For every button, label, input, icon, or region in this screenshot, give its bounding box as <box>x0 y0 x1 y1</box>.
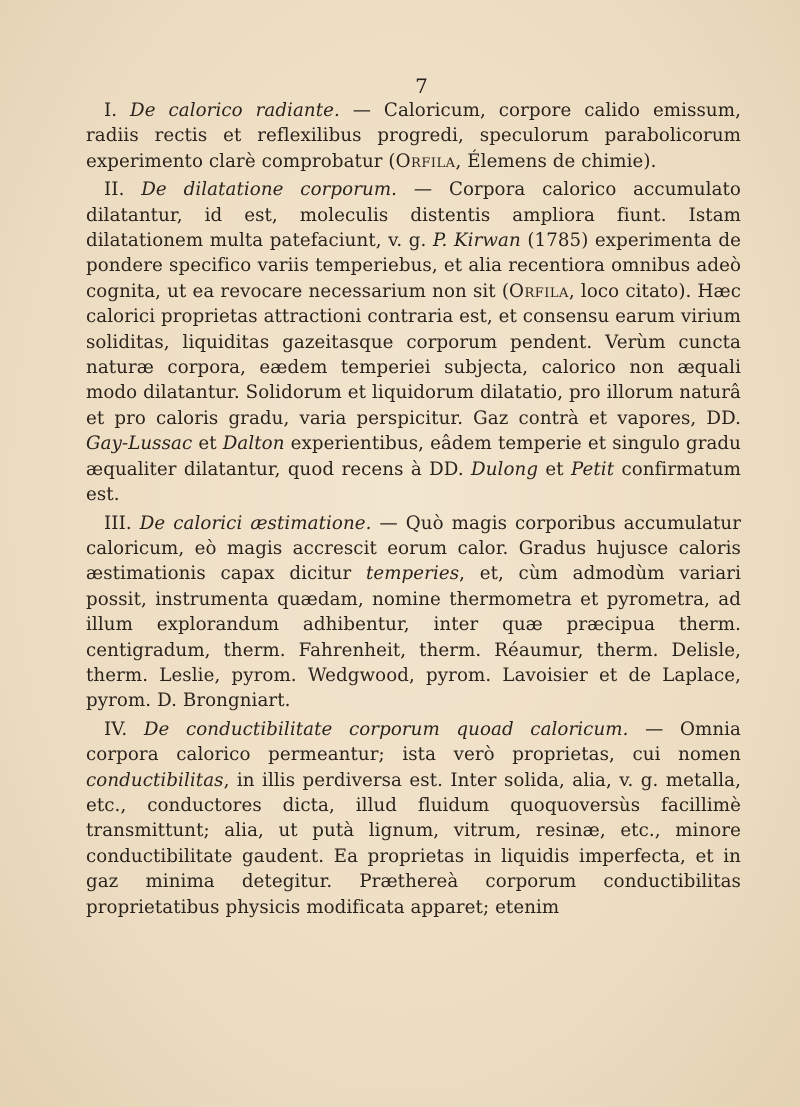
section-4 <box>86 717 741 920</box>
person-name: P. Kirwan <box>432 230 521 252</box>
page <box>86 72 741 920</box>
section-number: IV. <box>104 718 128 740</box>
author-name: Orfila <box>395 150 456 172</box>
body-text: — Corpora calorico accumulato dilatantur, id est, moleculis distentis ampliora fiunt. Istam dilatationem multa patefaciunt, v. g. <box>86 179 741 252</box>
body-text: et <box>538 458 571 480</box>
section-number: III. <box>104 512 132 534</box>
person-name: Gay-Lussac <box>86 433 193 455</box>
term: temperies <box>365 563 460 585</box>
body-text: experientibus, eâdem temperie et singulo gradu æqualiter dilatantur, quod recens à DD. <box>86 433 741 480</box>
section-1 <box>86 98 741 174</box>
person-name: Dalton <box>222 433 285 455</box>
body-text: , in illis perdiversa est. Inter solida, alia, v. g. metalla, etc., conductores dicta, illud fluidum quoquoversùs facillimè transmittunt; alia, ut putà lignum, vitrum, resinæ, etc., minore conductibilitate gaudent. Ea proprietas in liquidis imperfecta, et in gaz minima detegitur. Præthereà corporum conductibilitas proprietatibus physicis modificata apparet; etenim <box>86 769 741 918</box>
term: conductibilitas <box>86 769 224 791</box>
body-text: (1785) experimenta de pondere specifico variis temperiebus, et alia recentiora omnibus adeò cognita, ut ea revocare necessarium non sit ( <box>86 230 741 302</box>
section-title: De dilatatione corporum. <box>141 179 398 201</box>
body-text: , loco citato). Hæc calorici proprietas attractioni contraria est, et consensu earum virium soliditas, liquiditas gazeitasque corporum pendent. Verùm cuncta naturæ corpora, eædem temperiei subjecta, calorico non æquali modo dilatantur. Solidorum et liquidorum dilatatio, pro illorum naturâ et pro caloris gradu, varia perspicitur. Gaz contrà et vapores, DD. <box>86 280 741 429</box>
section-number: II. <box>104 179 125 201</box>
body-text: — Omnia corpora calorico permeantur; ista verò proprietas, cui nomen <box>86 718 741 766</box>
body-text: confirmatum est. <box>86 458 741 506</box>
body-text: , Élemens de chimie). <box>455 150 657 172</box>
person-name: Dulong <box>471 458 539 480</box>
body-text: — Quò magis corporibus accumulatur caloricum, eò magis accrescit eorum calor. Gradus hujusce caloris æstimationis capax dicitur <box>86 512 741 585</box>
author-name: Orfila <box>509 280 569 302</box>
body-text: et <box>192 433 223 455</box>
section-2 <box>86 177 741 507</box>
body-text: , et, cùm admodùm variari possit, instrumenta quædam, nomine thermometra et pyrometra, ad illum explorandum adhibentur, inter quæ præcipua therm. centigradum, therm. Fahrenheit, therm. Réaumur, therm. Delisle, therm. Leslie, pyrom. Wedgwood, pyrom. Lavoisier et de Laplace, pyrom. D. Brongniart. <box>86 563 741 712</box>
section-3 <box>86 511 741 714</box>
person-name: Petit <box>571 458 615 480</box>
section-title: De calorico radiante. <box>130 100 340 121</box>
body-text: — Caloricum, corpore calido emissum, radiis rectis et reflexilibus progredi, speculorum parabolicorum experimento clarè comprobatur ( <box>86 100 741 172</box>
section-title: De conductibilitate corporum quoad caloricum. <box>143 718 629 740</box>
section-title: De calorici æstimatione. <box>139 512 372 534</box>
page-number: 7 <box>415 74 428 98</box>
section-number: I. <box>104 100 118 121</box>
